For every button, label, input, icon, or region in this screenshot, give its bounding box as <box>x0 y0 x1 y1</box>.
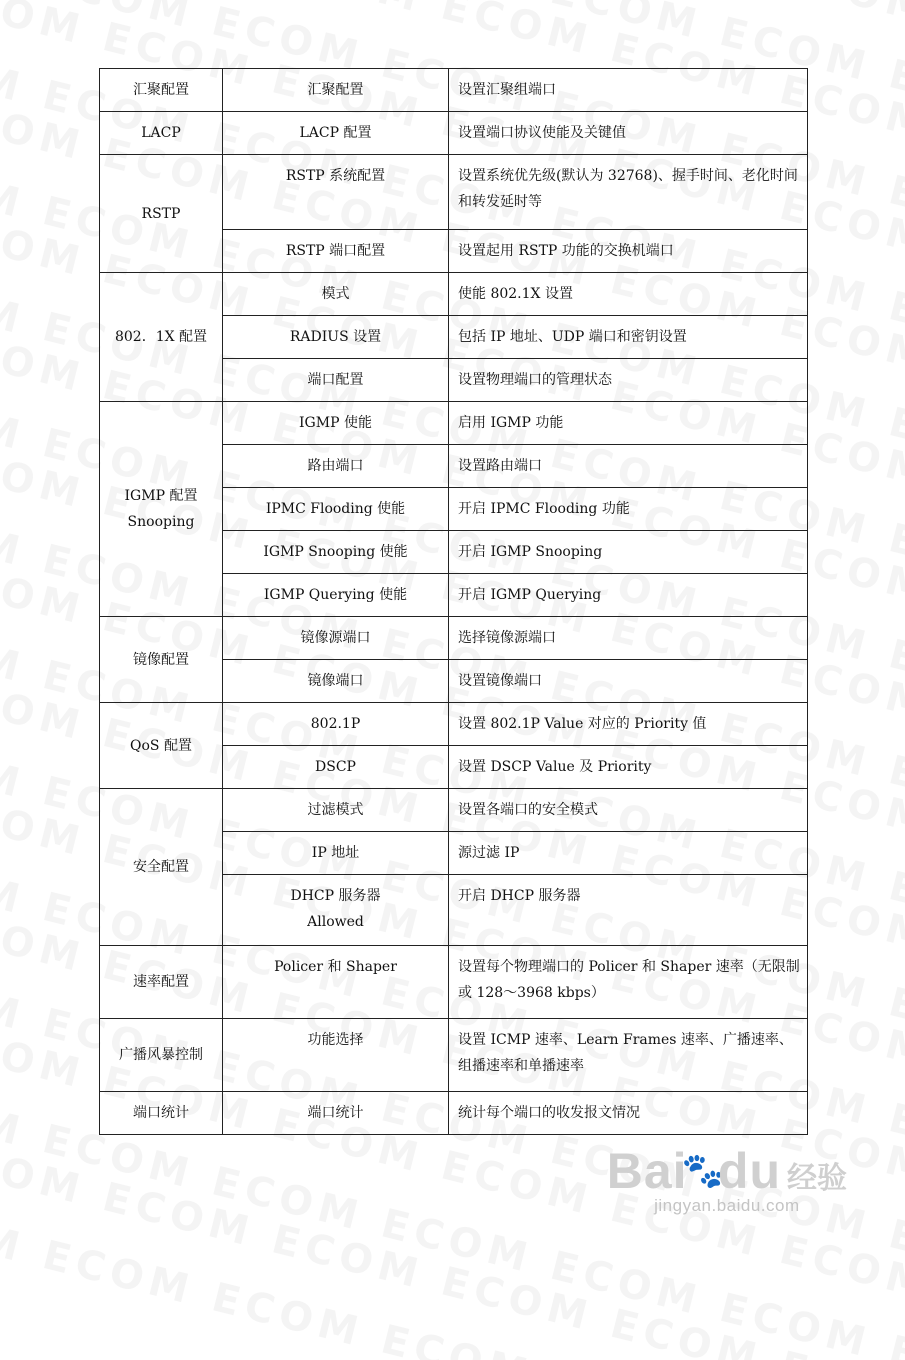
table-row <box>100 402 808 445</box>
table-row <box>100 617 808 660</box>
item-cell: 镜像源端口 <box>223 617 449 660</box>
description-cell: 使能 802.1X 设置 <box>449 273 808 316</box>
spec-table-body <box>100 69 808 1135</box>
table-row <box>100 273 808 316</box>
item-cell: DHCP 服务器 Allowed <box>223 875 449 946</box>
item-cell: 802.1P <box>223 703 449 746</box>
table-row <box>100 155 808 230</box>
description-cell: 设置每个物理端口的 Policer 和 Shaper 速率（无限制或 128～3968 kbps） <box>449 946 808 1019</box>
description-cell: 设置起用 RSTP 功能的交换机端口 <box>449 230 808 273</box>
jingyan-label: 经验 <box>787 1161 847 1196</box>
category-cell: IGMP 配置 Snooping <box>100 402 223 617</box>
category-cell: RSTP <box>100 155 223 273</box>
description-cell: 统计每个端口的收发报文情况 <box>449 1092 808 1135</box>
item-cell: IP 地址 <box>223 832 449 875</box>
description-cell: 设置路由端口 <box>449 445 808 488</box>
item-cell: RSTP 端口配置 <box>223 230 449 273</box>
item-cell: IGMP Querying 使能 <box>223 574 449 617</box>
item-cell: 端口配置 <box>223 359 449 402</box>
description-cell: 包括 IP 地址、UDP 端口和密钥设置 <box>449 316 808 359</box>
item-cell: RSTP 系统配置 <box>223 155 449 230</box>
description-cell: 开启 IPMC Flooding 功能 <box>449 488 808 531</box>
item-cell: DSCP <box>223 746 449 789</box>
description-cell: 设置 ICMP 速率、Learn Frames 速率、广播速率、组播速率和单播速率 <box>449 1019 808 1092</box>
item-cell: 镜像端口 <box>223 660 449 703</box>
description-cell: 源过滤 IP <box>449 832 808 875</box>
table-row <box>100 1019 808 1092</box>
item-cell: 功能选择 <box>223 1019 449 1092</box>
description-cell: 设置系统优先级(默认为 32768)、握手时间、老化时间和转发延时等 <box>449 155 808 230</box>
item-cell: 汇聚配置 <box>223 69 449 112</box>
baidu-jingyan-watermark <box>607 1142 847 1216</box>
item-cell: LACP 配置 <box>223 112 449 155</box>
category-cell: 汇聚配置 <box>100 69 223 112</box>
description-cell: 开启 DHCP 服务器 <box>449 875 808 946</box>
item-cell: IGMP Snooping 使能 <box>223 531 449 574</box>
description-cell: 设置 802.1P Value 对应的 Priority 值 <box>449 703 808 746</box>
table-row <box>100 69 808 112</box>
category-cell: 安全配置 <box>100 789 223 946</box>
baidu-logo-left: Bai <box>606 1143 688 1199</box>
description-cell: 设置端口协议使能及关键值 <box>449 112 808 155</box>
table-row <box>100 703 808 746</box>
description-cell: 开启 IGMP Querying <box>449 574 808 617</box>
category-cell: 速率配置 <box>100 946 223 1019</box>
description-cell: 设置汇聚组端口 <box>449 69 808 112</box>
category-cell: 广播风暴控制 <box>100 1019 223 1092</box>
description-cell: 开启 IGMP Snooping <box>449 531 808 574</box>
table-row <box>100 946 808 1019</box>
category-cell: LACP <box>100 112 223 155</box>
description-cell: 设置镜像端口 <box>449 660 808 703</box>
category-cell: 端口统计 <box>100 1092 223 1135</box>
description-cell: 设置 DSCP Value 及 Priority <box>449 746 808 789</box>
baidu-url: jingyan.baidu.com <box>654 1196 800 1215</box>
table-row <box>100 1092 808 1135</box>
item-cell: 模式 <box>223 273 449 316</box>
paw-icon: 🐾 <box>681 1150 724 1191</box>
item-cell: RADIUS 设置 <box>223 316 449 359</box>
item-cell: IGMP 使能 <box>223 402 449 445</box>
item-cell: 端口统计 <box>223 1092 449 1135</box>
category-cell: 镜像配置 <box>100 617 223 703</box>
item-cell: 路由端口 <box>223 445 449 488</box>
table-row <box>100 112 808 155</box>
category-cell: 802．1X 配置 <box>100 273 223 402</box>
description-cell: 设置各端口的安全模式 <box>449 789 808 832</box>
table-row <box>100 789 808 832</box>
description-cell: 启用 IGMP 功能 <box>449 402 808 445</box>
description-cell: 选择镜像源端口 <box>449 617 808 660</box>
item-cell: Policer 和 Shaper <box>223 946 449 1019</box>
category-cell: QoS 配置 <box>100 703 223 789</box>
item-cell: IPMC Flooding 使能 <box>223 488 449 531</box>
item-cell: 过滤模式 <box>223 789 449 832</box>
spec-table <box>99 68 808 1135</box>
description-cell: 设置物理端口的管理状态 <box>449 359 808 402</box>
baidu-logo-right: du <box>717 1143 781 1199</box>
